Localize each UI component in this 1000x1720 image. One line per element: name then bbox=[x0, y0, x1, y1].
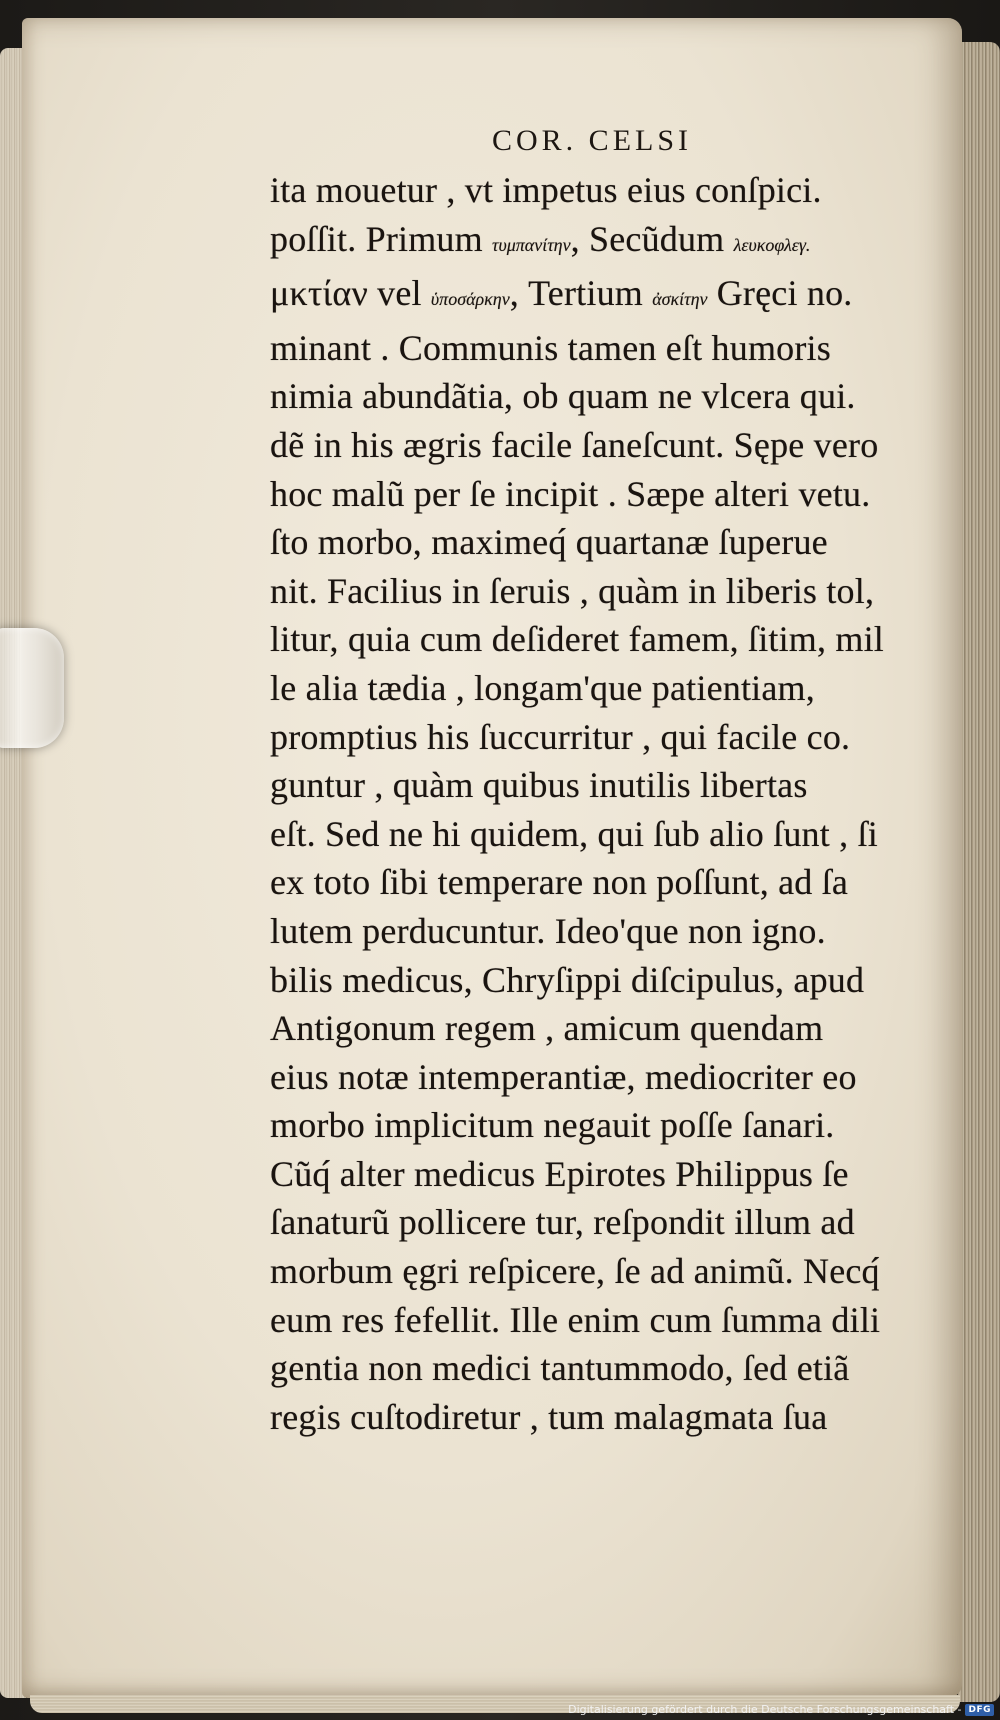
text-line: Antigonum regem , amicum quendam bbox=[270, 1008, 824, 1049]
text-line: dẽ in his ægris facile ſaneſcunt. Sępe vero bbox=[270, 424, 879, 465]
text-line bbox=[270, 269, 960, 324]
text-line: hoc malũ per ſe incipit . Sæpe alteri vetu. bbox=[270, 473, 871, 514]
text-line: ſto morbo, maximeq́ quartanæ ſuperue bbox=[270, 522, 828, 563]
greek-word: ἀσκίτην bbox=[652, 289, 708, 310]
greek-word: τυμπανίτην bbox=[492, 234, 571, 255]
right-page-edges bbox=[958, 42, 1000, 1702]
text-line: nit. Facilius in ſeruis , quàm in liberis tol, bbox=[270, 570, 875, 611]
text-line: minant . Communis tamen eſt humoris bbox=[270, 327, 831, 368]
text-line: morbo implicitum negauit poſſe ſanari. bbox=[270, 1105, 835, 1146]
text-line: morbum ęgri reſpicere, ſe ad animũ. Necq́ bbox=[270, 1251, 880, 1292]
running-head: COR. CELSI bbox=[492, 124, 693, 157]
text-line: eſt. Sed ne hi quidem, qui ſub alio ſunt , ſi bbox=[270, 813, 878, 854]
text-line: eius notæ intemperantiæ, mediocriter eo bbox=[270, 1056, 857, 1097]
glass-page-weight bbox=[0, 628, 64, 748]
line-text: μκτίαν vel bbox=[270, 273, 422, 314]
book-page bbox=[22, 18, 962, 1698]
text-line bbox=[270, 215, 960, 270]
line-text: , Tertium bbox=[509, 273, 643, 314]
book bbox=[0, 18, 1000, 1713]
line-text: poſſit. Primum bbox=[270, 218, 483, 259]
line-text: Gręci no. bbox=[716, 273, 853, 314]
greek-word: λευκοφλεγ. bbox=[733, 234, 811, 255]
text-line: gentia non medici tantummodo, ſed etiã bbox=[270, 1348, 850, 1389]
dfg-logo-icon: DFG bbox=[965, 1704, 994, 1716]
text-line: ex toto ſibi temperare non poſſunt, ad ſa bbox=[270, 862, 849, 903]
text-line: nimia abundãtia, ob quam ne vlcera qui. bbox=[270, 376, 856, 417]
text-line: litur, quia cum deſideret famem, ſitim, mil bbox=[270, 619, 885, 660]
text-line: eum res fefellit. Ille enim cum ſumma dili bbox=[270, 1299, 881, 1340]
text-line: lutem perducuntur. Ideo'que non igno. bbox=[270, 910, 826, 951]
line-text: , Secũdum bbox=[570, 218, 725, 259]
text-line: promptius his ſuccurritur , qui facile co. bbox=[270, 716, 851, 757]
text-line: bilis medicus, Chryſippi diſcipulus, apud bbox=[270, 959, 865, 1000]
text-line: ita mouetur , vt impetus eius conſpici. bbox=[270, 170, 822, 210]
text-line: guntur , quàm quibus inutilis libertas bbox=[270, 765, 808, 806]
text-block bbox=[270, 166, 960, 1441]
digitization-credit bbox=[568, 1703, 994, 1716]
text-line: regis cuſtodiretur , tum malagmata ſua bbox=[270, 1396, 828, 1437]
greek-word: ὑποσάρκην bbox=[430, 289, 510, 310]
text-line: ſanaturũ pollicere tur, reſpondit illum ad bbox=[270, 1202, 855, 1243]
credit-text: Digitalisierung gefördert durch die Deutsche Forschungsgemeinschaft - bbox=[568, 1703, 962, 1716]
text-line: Cũq́ alter medicus Epirotes Philippus ſe bbox=[270, 1153, 849, 1194]
text-line: le alia tædia , longam'que patientiam, bbox=[270, 667, 815, 708]
